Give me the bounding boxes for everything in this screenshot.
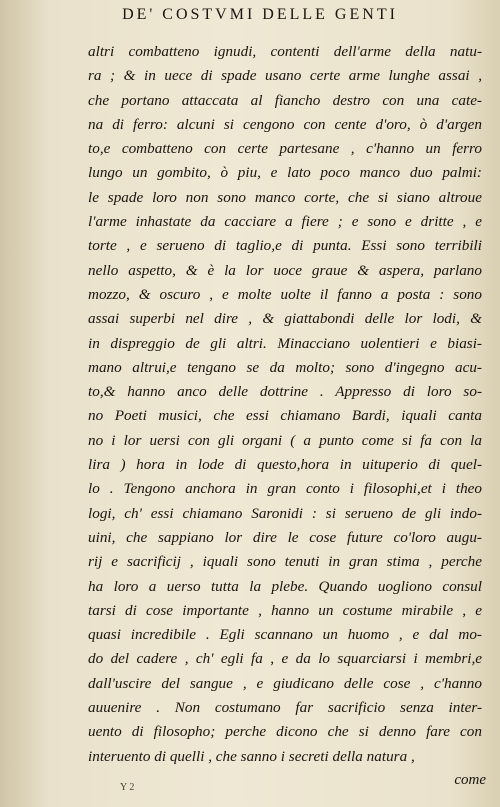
text-line: torte , e serueno di taglio,e di punta. Essi sono terribili xyxy=(88,237,482,255)
text-line: na di ferro: alcuni si cengono con cente d'oro, ò d'argen xyxy=(88,115,482,133)
text-line: in dispreggio de gli altri. Minacciano uolentieri e biasi- xyxy=(88,334,482,352)
text-line: mano altrui,e tengano se da molto; sono d'ingegno acu- xyxy=(88,358,482,376)
text-line: altri combatteno ignudi, contenti dell'arme della natu- xyxy=(88,43,482,60)
text-line: to,& hanno anco delle dottrine . Appresso di loro so- xyxy=(88,383,482,401)
text-line: no Poeti musici, che essi chiamano Bardi, iquali canta xyxy=(88,407,482,425)
text-line: rij e sacrificij , iquali sono tenuti in gran stima , perche xyxy=(88,553,482,571)
text-line: no i lor uersi con gli organi ( a punto come si fa con la xyxy=(88,431,482,449)
text-line: do del cadere , ch' egli fa , e da lo squarciarsi i membri,e xyxy=(88,650,482,668)
text-line: tarsi di cose importante , hanno un costume mirabile , e xyxy=(88,601,482,619)
text-line: l'arme inhastate da cacciare a fiere ; e sono e dritte , e xyxy=(88,213,482,231)
text-line: lira ) hora in lode di questo,hora in uituperio di quel- xyxy=(88,456,482,474)
signature-mark: Y 2 xyxy=(120,782,135,793)
catchword: come xyxy=(454,772,486,788)
text-line: che portano attaccata al fiancho destro con una cate- xyxy=(88,91,482,109)
text-line: nello aspetto, & è la lor uoce graue & aspera, parlano xyxy=(88,261,482,279)
body-text xyxy=(88,40,482,769)
text-line: uini, che sappiano lor dire le cose future co'loro augu- xyxy=(88,528,482,546)
running-header: DE' COSTVMI DELLE GENTI xyxy=(122,6,398,23)
text-line: ha loro a uerso tutta la plebe. Quando uogliono consul xyxy=(88,577,482,595)
text-line: lungo un gombito, ò piu, e lato poco manco duo palmi: xyxy=(88,164,482,182)
text-line: quasi incredibile . Egli scannano un huomo , e dal mo- xyxy=(88,626,482,644)
text-line: assai superbi nel dire , & giattabondi delle lor lodi, & xyxy=(88,310,482,328)
text-line: le spade loro non sono manco corte, che si siano altroue xyxy=(88,188,482,206)
text-line: auuenire . Non costumano far sacrificio senza inter- xyxy=(88,699,482,717)
text-line: logi, ch' essi chiamano Saronidi : si serueno de gli indo- xyxy=(88,504,482,522)
text-line: mozzo, & oscuro , e molte uolte il fanno a posta : sono xyxy=(88,285,482,303)
text-line: interuento di quelli , che sanno i secreti della natura , xyxy=(88,747,415,765)
text-line: uento di filosopho; perche dicono che si denno fare con xyxy=(88,723,482,741)
text-line: lo . Tengono anchora in gran conto i filosophi,et i theo xyxy=(88,480,482,498)
text-line: ra ; & in uece di spade usano certe arme lunghe assai , xyxy=(88,67,482,85)
text-line: dall'uscire del sangue , e giudicano delle cose , c'hanno xyxy=(88,674,482,692)
text-line: to,e combatteno con certe partesane , c'hanno un ferro xyxy=(88,140,482,158)
